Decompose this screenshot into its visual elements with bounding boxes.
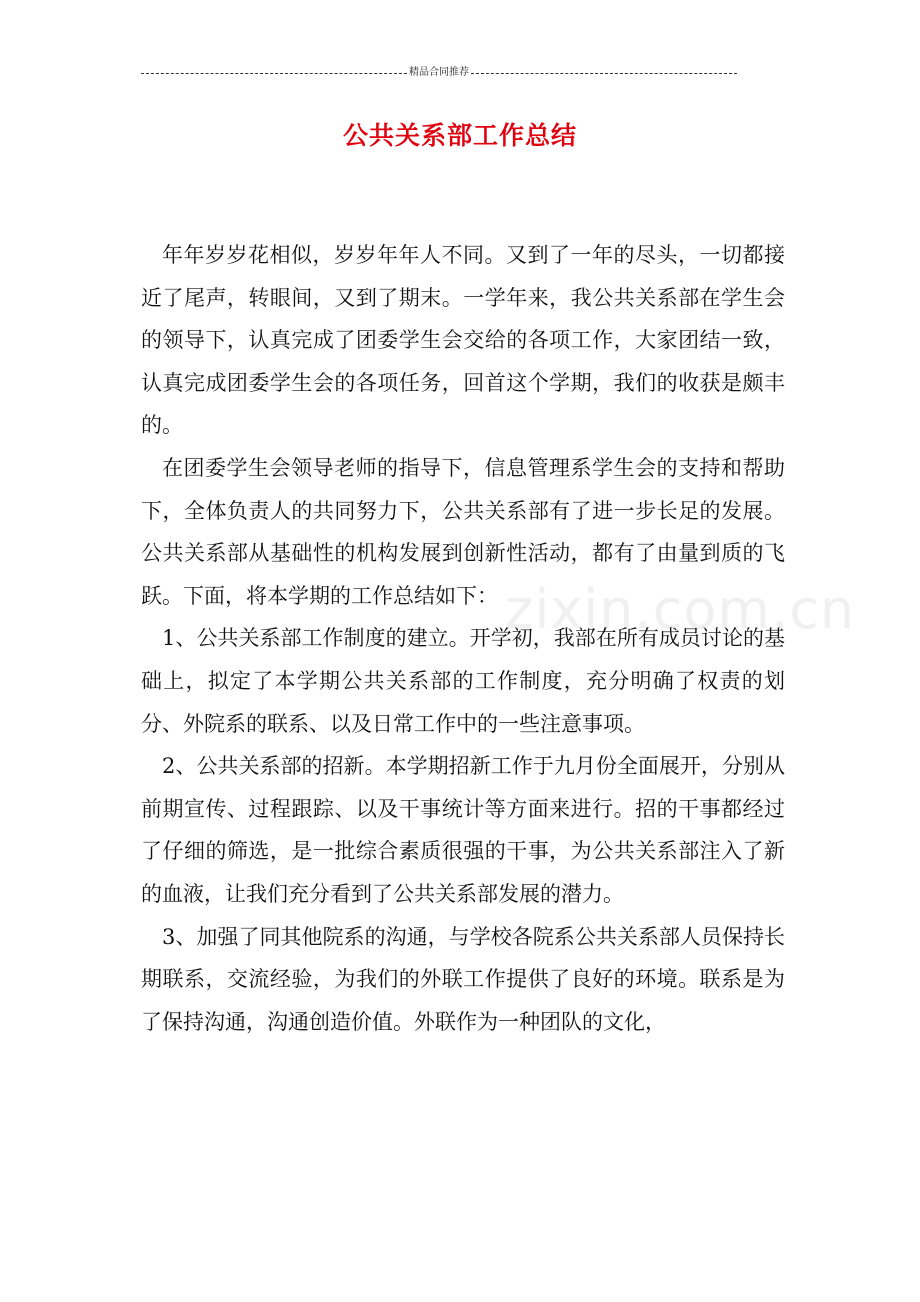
- header-rule: [141, 66, 737, 80]
- header-dash-right: [471, 73, 737, 74]
- paragraph-item-3: 3、加强了同其他院系的沟通，与学校各院系公共关系部人员保持长期联系，交流经验，为我们的外联工作提供了良好的环境。联系是为了保持沟通，沟通创造价值。外联作为一种团队的文化，: [141, 924, 785, 1034]
- header-dash-left: [141, 73, 407, 74]
- paragraph-intro: 年年岁岁花相似，岁岁年年人不同。又到了一年的尽头，一切都接近了尾声，转眼间，又到了期末。一学年来，我公共关系部在学生会的领导下，认真完成了团委学生会交给的各项工作，大家团结一致，认真完成团委学生会的各项任务，回首这个学期，我们的收获是颇丰的。: [141, 243, 785, 438]
- paragraph-overview: 在团委学生会领导老师的指导下，信息管理系学生会的支持和帮助下，全体负责人的共同努力下，公共关系部有了进一步长足的发展。公共关系部从基础性的机构发展到创新性活动，都有了由量到质的飞跃。下面，将本学期的工作总结如下：: [141, 455, 785, 608]
- document-body: [141, 234, 785, 1043]
- document-title: 公共关系部工作总结: [342, 121, 577, 150]
- paragraph-item-2: 2、公共关系部的招新。本学期招新工作于九月份全面展开，分别从前期宣传、过程跟踪、以及干事统计等方面来进行。招的干事都经过了仔细的筛选，是一批综合素质很强的干事，为公共关系部注入了新的血液，让我们充分看到了公共关系部发展的潜力。: [141, 754, 785, 906]
- header-label: 精品合同推荐: [409, 67, 469, 78]
- paragraph-item-1: 1、公共关系部工作制度的建立。开学初，我部在所有成员讨论的基础上，拟定了本学期公共关系部的工作制度，充分明确了权责的划分、外院系的联系、以及日常工作中的一些注意事项。: [141, 626, 785, 736]
- watermark: zixin.com.cn: [505, 578, 856, 641]
